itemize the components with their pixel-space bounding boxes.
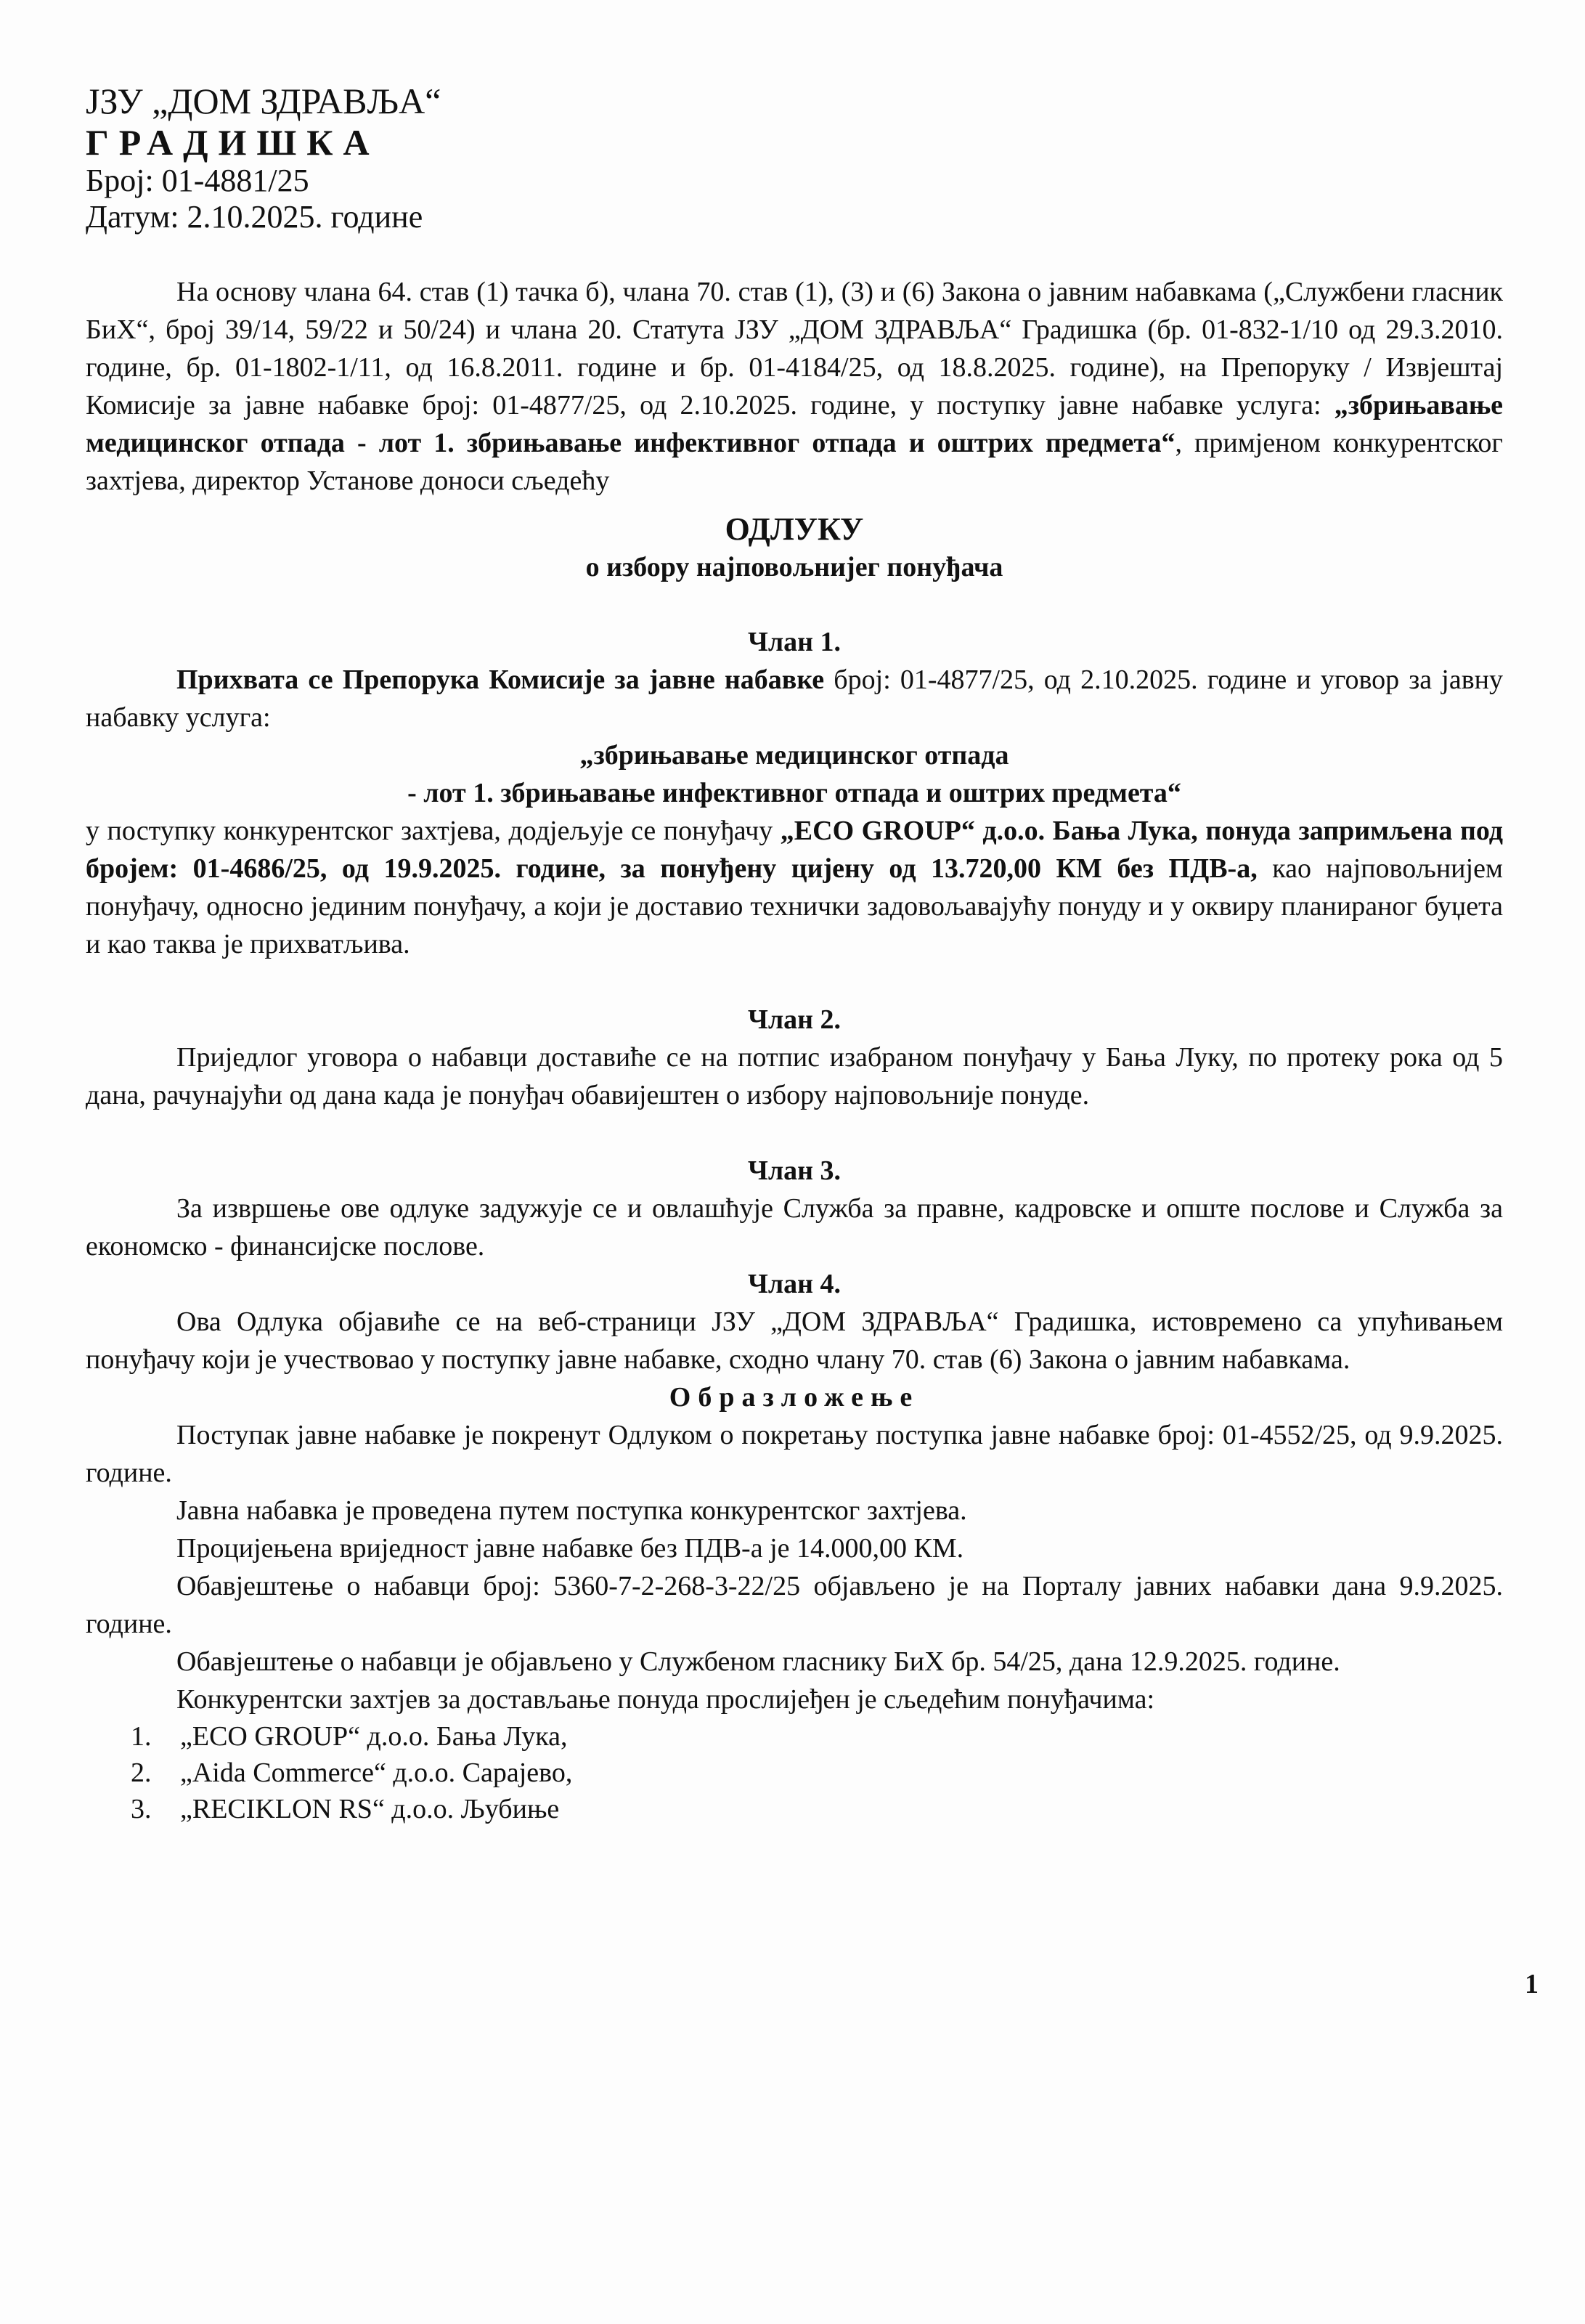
article-heading: Члан 1. — [747, 627, 842, 657]
bidder-list — [86, 1718, 1503, 1827]
decision-title: ОДЛУКУ — [725, 511, 864, 547]
institution-city: ГРАДИШКА — [86, 122, 380, 163]
institution-name: ЈЗУ „ДОМ ЗДРАВЉА“ — [86, 81, 441, 121]
article-3: Члан 3. За извршење ове одлуке задужује се и овлашћује Служба за правне, кадровске и опште послове и Служба за економско - финансијске послове. — [86, 1152, 1503, 1265]
preamble: На основу члана 64. став (1) тачка б), члана 70. став (1), (3) и (6) Закона о јавним набавкама („Службени гласник БиХ“, број 39/14, 59/22 и 50/24) и члана 20. Статута ЈЗУ „ДОМ ЗДРАВЉА“ Градишка (бр. 01-832-1/10 од 29.3.2010. године, бр. 01-1802-1/11, од 16.8.2011. године и бр. 01-4184/25, од 18.8.2025. године), на Препоруку / Извјештај Комисије за јавне набавке број: 01-4877/25, од 2.10.2025. године, у поступку јавне набавке услуга: „збрињавање медицинског отпада - лот 1. збрињавање инфективног отпада и оштрих предмета“, примјеном конкурентског захтјева, директор Установе доноси сљедећу — [86, 277, 1503, 496]
reasoning: Образложење Поступак јавне набавке је покренут Одлуком о покретању поступка јавне набавке број: 01-4552/25, од 9.9.2025. године. Јавна набавка је проведена путем поступка конкурентског захтјева. Процијењена вриједност јавне набавке без ПДВ-а је 14.000,00 КМ. Обавјештење о набавци број: 5360-7-2-268-3-22/25 објављено је на Порталу јавних набавки дана 9.9.2025. године. Обавјештење о набавци је објављено у Службеном гласнику БиХ бр. 54/25, дана 12.9.2025. године. Конкурентски захтјев за достављање понуда прослијеђен је сљедећим понуђачима: 1. „ECO GROUP“ д.о.о. Бања Лука, 2. „Aida Commerce“ д.о.о. Сарајево, 3. „RECIKLON RS“ д.о.о. Љубиње — [86, 1378, 1503, 1827]
list-item: 2. „Aida Commerce“ д.о.о. Сарајево, — [158, 1755, 1503, 1791]
article-4: Члан 4. Ова Одлука објавиће се на веб-страници ЈЗУ „ДОМ ЗДРАВЉА“ Градишка, истовремено са упућивањем понуђачу који је учествовао у поступку јавне набавке, сходно члану 70. став (6) Закона о јавним набавкама. — [86, 1265, 1503, 1378]
article-heading: Члан 2. — [747, 1004, 842, 1035]
article-heading: Члан 3. — [747, 1155, 842, 1186]
subject-line-1: „збрињавање медицинског отпада — [579, 740, 1009, 771]
document-number: Број: 01-4881/25 — [86, 163, 309, 198]
list-item: 1. „ECO GROUP“ д.о.о. Бања Лука, — [158, 1718, 1503, 1755]
letterhead — [86, 80, 1503, 235]
decision-subtitle: о избору најповољнијег понуђача — [585, 552, 1003, 582]
article-heading: Члан 4. — [747, 1269, 842, 1299]
document-page — [86, 80, 1503, 1827]
page-number: 1 — [1525, 1969, 1539, 1999]
award-text: у поступку конкурентског захтјева, додјељује се понуђачу „ECO GROUP“ д.о.о. Бања Лука, понуда запримљена под бројем: 01-4686/25, од 19.9.2025. године, за понуђену цијену од 13.720,00 КМ без ПДВ-а, као најповољнијем понуђачу, односно јединим понуђачу, а који је доставио технички задовољавајућу понуду и у оквиру планираног буџета и као таква је прихватљива. — [86, 816, 1503, 959]
article-2: Члан 2. Приједлог уговора о набавци доставиће се на потпис изабраном понуђачу у Бања Луку, по протеку рока од 5 дана, рачунајући од дана када је понуђач обавијештен о избору најповољније понуде. — [86, 1001, 1503, 1114]
reasoning-heading: Образложење — [669, 1382, 920, 1413]
list-item: 3. „RECIKLON RS“ д.о.о. Љубиње — [158, 1791, 1503, 1827]
document-date: Датум: 2.10.2025. године — [86, 199, 423, 235]
article-1: Члан 1. Прихвата се Препорука Комисије за јавне набавке број: 01-4877/25, од 2.10.2025. године и уговор за јавну набавку услуга: „збрињавање медицинског отпада - лот 1. збрињавање инфективног отпада и оштрих предмета“ у поступку конкурентског захтјева, додјељује се понуђачу „ECO GROUP“ д.о.о. Бања Лука, понуда запримљена под бројем: 01-4686/25, од 19.9.2025. године, за понуђену цијену од 13.720,00 КМ без ПДВ-а, као најповољнијем понуђачу, односно јединим понуђачу, а који је доставио технички задовољавајућу понуду и у оквиру планираног буџета и као таква је прихватљива. — [86, 623, 1503, 963]
subject-line-2: - лот 1. збрињавање инфективног отпада и оштрих предмета“ — [407, 778, 1181, 808]
procurement-subject: „збрињавање медицинског отпада - лот 1. збрињавање инфективног отпада и оштрих предмета“ — [86, 390, 1503, 458]
